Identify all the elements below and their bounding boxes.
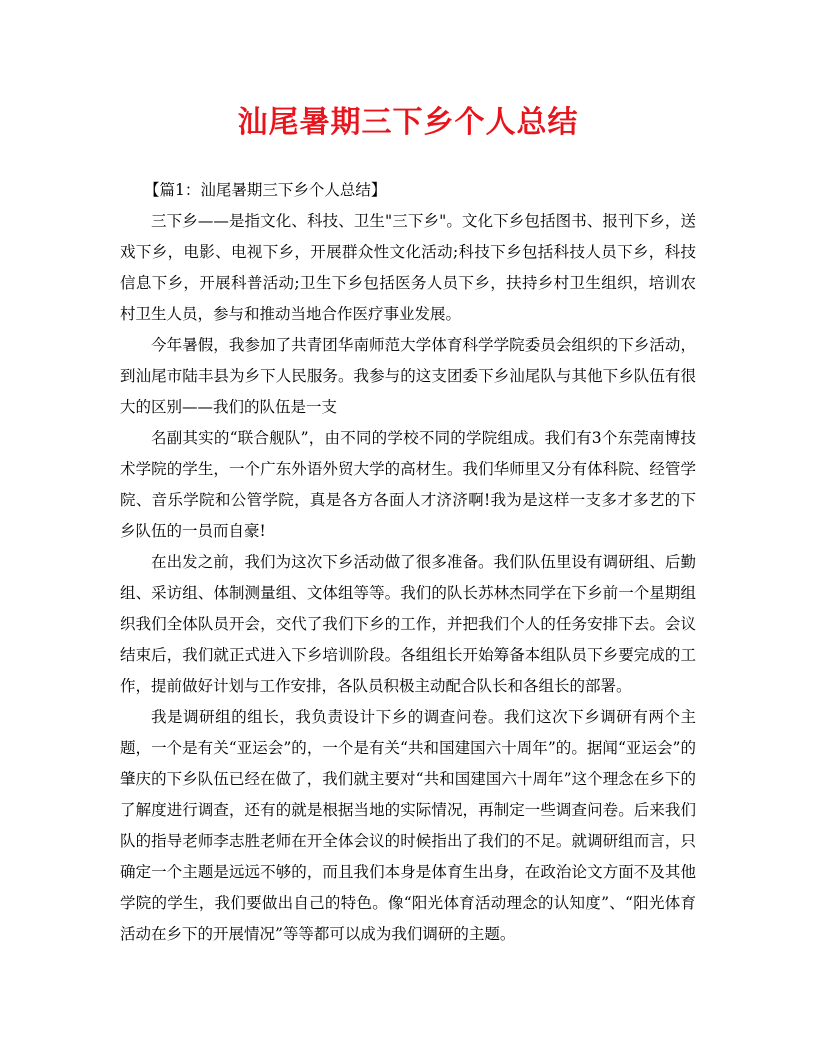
paragraph-1: 三下乡——是指文化、科技、卫生"三下乡"。文化下乡包括图书、报刊下乡，送戏下乡，电影、电视下乡，开展群众性文化活动;科技下乡包括科技人员下乡，科技信息下乡，开展科普活动;卫生下乡包括医务人员下乡，扶持乡村卫生组织，培训农村卫生人员，参与和推动当地合作医疗事业发展。: [120, 212, 696, 323]
document-title: 汕尾暑期三下乡个人总结: [237, 105, 579, 140]
section-label: 【篇1：汕尾暑期三下乡个人总结】: [144, 181, 387, 199]
paragraph-2: 今年暑假，我参加了共青团华南师范大学体育科学学院委员会组织的下乡活动，到汕尾市陆丰县为乡下人民服务。我参与的这支团委下乡汕尾队与其他下乡队伍有很大的区别——我们的队伍是一支: [120, 336, 696, 416]
paragraph-5: 我是调研组的组长，我负责设计下乡的调查问卷。我们这次下乡调研有两个主题，一个是有关“亚运会”的，一个是有关“共和国建国六十周年”的。据闻“亚运会”的肇庆的下乡队伍已经在做了，我们就主要对“共和国建国六十周年”这个理念在乡下的了解度进行调查，还有的就是根据当地的实际情况，再制定一些调查问卷。后来我们队的指导老师李志胜老师在开全体会议的时候指出了我们的不足。就调研组而言，只确定一个主题是远远不够的，而且我们本身是体育生出身，在政治论文方面不及其他学院的学生，我们要做出自己的特色。像“阳光体育活动理念的认知度”、“阳光体育活动在乡下的开展情况”等等都可以成为我们调研的主题。: [120, 708, 696, 943]
paragraph-3: 名副其实的“联合舰队”，由不同的学校不同的学院组成。我们有3个东莞南博技术学院的学生，一个广东外语外贸大学的高材生。我们华师里又分有体科院、经管学院、音乐学院和公管学院，真是各方各面人才济济啊!我为是这样一支多才多艺的下乡队伍的一员而自豪!: [120, 429, 696, 540]
document-body: [120, 175, 696, 950]
paragraph-4: 在出发之前，我们为这次下乡活动做了很多准备。我们队伍里设有调研组、后勤组、采访组、体制测量组、文体组等等。我们的队长苏林杰同学在下乡前一个星期组织我们全体队员开会，交代了我们下乡的工作，并把我们个人的任务安排下去。会议结束后，我们就正式进入下乡培训阶段。各组组长开始筹备本组队员下乡要完成的工作，提前做好计划与工作安排，各队员积极主动配合队长和各组长的部署。: [120, 553, 696, 695]
